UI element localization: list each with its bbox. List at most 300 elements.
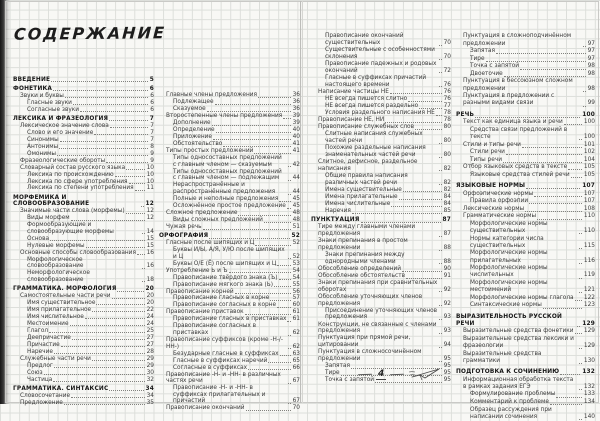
toc-leader-dots	[352, 213, 442, 214]
toc-entry-page: 54	[292, 274, 300, 281]
toc-entry-title: Средства связи предложений в тексте	[470, 126, 568, 140]
toc-entry	[13, 321, 154, 328]
toc-entry	[456, 314, 595, 328]
toc-leader-dots	[141, 206, 144, 207]
toc-entry-page: 82	[443, 179, 451, 186]
toc-entry-page: 25	[146, 327, 154, 334]
toc-leader-dots	[579, 389, 582, 390]
toc-entry-page: 10	[146, 164, 154, 171]
toc-entry	[13, 286, 154, 293]
page-footer	[358, 367, 444, 381]
toc-entry-title: Правописание гласных в корне	[173, 295, 270, 302]
toc-entry	[13, 250, 154, 257]
toc-entry-page: 42	[292, 161, 300, 168]
toc-entry-page: 93	[443, 328, 451, 335]
toc-entry-page: 44	[292, 189, 300, 195]
toc-leader-dots	[439, 263, 442, 264]
toc-leader-dots	[403, 191, 442, 192]
toc-leader-dots	[288, 403, 291, 404]
toc-entry-title: Буквы И/Ы, А/Я, У/Ю после шипящих и Ц	[173, 246, 285, 260]
toc-leader-dots	[522, 147, 582, 148]
toc-entry-page: 132	[583, 383, 595, 390]
toc-entry-page: 24	[146, 313, 154, 320]
toc-entry-page: 61	[292, 316, 300, 323]
toc-entry-title: Полные и неполные предложения	[173, 195, 279, 202]
toc-entry	[159, 182, 300, 195]
toc-entry-title: НЕ всегда пишется раздельно	[325, 102, 419, 109]
toc-entry-title: РЕЧЬ	[456, 111, 475, 118]
toc-entry	[311, 96, 451, 103]
toc-entry-title: Гласные в суффиксах причастий настоящего времени	[325, 74, 427, 88]
toc-entry-title: ВВЕДЕНИЕ	[13, 76, 51, 83]
toc-leader-dots	[229, 272, 291, 273]
toc-entry-title: Чужая речь	[166, 223, 202, 230]
toc-leader-dots	[439, 347, 442, 348]
toc-entry-title: Обособление обстоятельств	[318, 272, 405, 279]
toc-leader-dots	[71, 397, 145, 398]
toc-entry-page: 29	[146, 362, 154, 369]
toc-leader-dots	[264, 222, 291, 223]
toc-entry	[159, 337, 300, 350]
toc-entry-title: Правописание НЕ, НИ	[318, 117, 385, 124]
toc-entry-title: Лексика по степени употребления	[27, 185, 134, 192]
toc-leader-dots	[54, 367, 145, 368]
toc-entry	[13, 314, 154, 321]
toc-entry	[311, 131, 451, 144]
toc-entry-page: 12	[146, 215, 154, 222]
toc-entry	[159, 309, 300, 316]
toc-entry-title: Правописание -Н- и -НН- в различных частях речи	[166, 371, 281, 385]
toc-column-4	[456, 33, 595, 421]
toc-entry-page: 66	[292, 364, 300, 371]
footer-dash-right	[390, 373, 404, 374]
toc-column-3	[311, 33, 451, 384]
toc-entry-title: Знаки препинания при сравнительных оборотах	[318, 280, 438, 293]
toc-entry	[159, 358, 300, 365]
toc-entry-title: Нормы категории числа существительных	[470, 235, 544, 249]
toc-entry-title: Наречия	[325, 208, 351, 214]
toc-leader-dots	[57, 155, 148, 156]
toc-entry-title: НЕ всегда пишется слитно	[325, 95, 408, 102]
toc-entry	[13, 208, 154, 215]
toc-entry-page: 132	[582, 369, 595, 375]
toc-entry-title: Пунктуация в сложносочинённом предложении	[318, 349, 422, 362]
toc-entry-page: 9	[150, 157, 154, 164]
toc-entry-title: Второстепенные члены предложения	[166, 113, 283, 120]
toc-entry	[159, 323, 300, 336]
toc-entry-page: 5	[149, 76, 154, 83]
paper-plane-doodle-icon	[408, 367, 444, 381]
toc-entry-title: Виды морфем	[27, 215, 70, 222]
toc-entry	[159, 261, 300, 268]
toc-entry-page: 36	[292, 99, 300, 106]
toc-entry	[159, 134, 300, 141]
toc-leader-dots	[44, 374, 145, 375]
toc-entry-title: Буквы О/Е (Ё) после шипящих и Ц	[173, 260, 277, 267]
toc-leader-dots	[439, 157, 442, 158]
toc-entry	[159, 169, 300, 182]
toc-entry	[13, 270, 154, 283]
toc-entry-page: 24	[146, 320, 154, 327]
toc-entry-title: Безударные гласные в суффиксах	[173, 350, 279, 357]
toc-entry	[159, 92, 300, 99]
toc-entry-page: 98	[587, 63, 595, 70]
toc-leader-dots	[537, 219, 582, 220]
toc-entry	[13, 370, 154, 377]
toc-entry-page: 90	[443, 265, 451, 272]
toc-entry-title: Формообразующие и словообразующие морфемы	[27, 222, 114, 235]
toc-entry-page: 80	[443, 151, 451, 158]
toc-entry	[159, 203, 300, 210]
toc-entry	[13, 93, 154, 100]
toc-entry-page: 39	[292, 120, 300, 127]
toc-leader-dots	[550, 404, 582, 405]
toc-entry-title: Антонимы	[27, 143, 59, 150]
toc-entry-title: Предлог	[27, 362, 53, 369]
toc-entry	[311, 224, 451, 237]
toc-entry	[13, 179, 154, 186]
toc-entry-title: Значимые части слова (морфемы)	[20, 208, 125, 215]
toc-column-2	[159, 92, 300, 412]
toc-leader-dots	[287, 321, 290, 322]
toc-entry-title: Дополнение	[173, 120, 211, 127]
toc-entry-title: Словарный состав русского языка	[20, 164, 126, 171]
toc-entry	[311, 187, 451, 194]
toc-entry-title: Правописание согласных в корне	[173, 302, 277, 309]
toc-entry-page: 27	[146, 334, 154, 341]
toc-entry	[456, 302, 595, 309]
toc-leader-dots	[419, 108, 441, 109]
toc-entry-page: 41	[292, 141, 300, 148]
toc-entry-page: 65	[292, 357, 300, 364]
toc-entry-page: 92	[443, 286, 451, 293]
toc-leader-dots	[279, 201, 290, 202]
toc-entry-page: 95	[443, 363, 451, 369]
toc-leader-dots	[213, 139, 291, 140]
toc-entry-title: Имена прилагательные	[325, 193, 398, 200]
toc-entry-page: 28	[146, 348, 154, 355]
toc-entry-page: 61	[292, 309, 300, 316]
toc-entry	[13, 165, 154, 172]
toc-leader-dots	[439, 291, 442, 292]
toc-entry	[456, 295, 595, 302]
toc-entry	[13, 151, 154, 158]
toc-entry-title: Пунктуация в сложноподчинённом предложении	[463, 33, 572, 47]
toc-leader-dots	[385, 122, 441, 123]
toc-entry-page: 18	[146, 276, 154, 283]
toc-leader-dots	[439, 184, 442, 185]
toc-entry	[13, 100, 154, 107]
toc-entry-title: Согласные в суффиксах	[173, 364, 248, 371]
toc-entry-page: 20	[146, 292, 154, 299]
toc-leader-dots	[579, 263, 582, 264]
toc-leader-dots	[361, 222, 441, 223]
toc-leader-dots	[579, 278, 582, 279]
toc-entry-title: Слитные написания служебных частей речи	[325, 131, 423, 145]
toc-entry-title: Правописание приставок	[166, 309, 244, 316]
toc-leader-dots	[115, 176, 145, 177]
toc-entry-page: 48	[292, 216, 300, 223]
toc-entry-title: Местоимение	[27, 320, 69, 327]
toc-entry-page: 108	[583, 205, 595, 212]
toc-entry	[159, 295, 300, 302]
toc-leader-dots	[258, 97, 291, 98]
toc-entry	[13, 236, 154, 243]
toc-entry-page: 95	[443, 355, 451, 362]
toc-entry-title: Пунктуация в бессоюзном сложном предложении	[463, 78, 573, 92]
toc-leader-dots	[94, 134, 148, 135]
toc-entry-page: 98	[587, 70, 595, 77]
toc-leader-dots	[496, 53, 586, 54]
toc-entry-title: Запятая	[470, 48, 495, 55]
toc-entry	[13, 185, 154, 192]
toc-entry-title: Словосочетание	[20, 392, 71, 399]
toc-entry-page: 40	[292, 134, 300, 141]
toc-leader-dots	[129, 183, 145, 184]
toc-entry	[159, 120, 300, 127]
toc-entry-page: 62	[292, 343, 300, 350]
toc-entry	[159, 113, 300, 120]
toc-leader-dots	[506, 154, 582, 155]
toc-entry	[13, 123, 154, 130]
toc-entry-page: 52	[292, 240, 300, 246]
toc-leader-dots	[543, 308, 582, 309]
toc-entry-page: 48	[292, 209, 300, 216]
toc-entry	[311, 335, 451, 348]
toc-entry-page: 54	[292, 267, 300, 274]
toc-entry-page: 32	[146, 376, 154, 383]
toc-entry-title: Гласные звуки	[27, 99, 72, 106]
toc-entry-title: Правописание твёрдого знака (Ъ)	[173, 274, 278, 281]
toc-entry-title: ФОНЕТИКА	[13, 85, 53, 92]
toc-leader-dots	[53, 90, 148, 91]
toc-entry-title: Типы простых предложений	[166, 148, 254, 155]
toc-leader-dots	[287, 208, 291, 209]
toc-entry-page: 77	[443, 102, 451, 109]
toc-leader-dots	[288, 383, 291, 384]
toc-entry	[456, 369, 595, 376]
toc-entry	[456, 407, 595, 421]
toc-entry-page: 70	[292, 405, 300, 412]
toc-entry-title: Правописание падежных и родовых окончаний	[325, 61, 437, 74]
toc-entry-page: 100	[583, 119, 595, 126]
toc-entry	[456, 71, 595, 78]
toc-entry-page: 88	[443, 244, 451, 251]
toc-entry-title: Сложное предложение	[166, 209, 238, 216]
toc-leader-dots	[245, 314, 291, 315]
toc-entry-page: 35	[146, 399, 154, 406]
toc-entry-page: 97	[587, 55, 595, 62]
toc-entry-title: Морфологические нормы существительных	[470, 220, 548, 235]
toc-leader-dots	[526, 188, 580, 189]
toc-entry-page: 70	[443, 53, 451, 60]
toc-entry-page: 34	[146, 392, 154, 399]
toc-entry-title: Лексические нормы	[463, 205, 525, 212]
toc-entry-title: Стили речи	[470, 149, 505, 156]
toc-entry	[456, 142, 595, 149]
toc-entry-page: 130	[583, 357, 595, 364]
toc-entry-page: 6	[149, 85, 154, 92]
toc-entry-page: 95	[443, 370, 451, 377]
toc-leader-dots	[439, 72, 442, 73]
toc-entry-page: 97	[587, 48, 595, 55]
toc-entry-page: 95	[443, 377, 451, 384]
toc-entry-title: Предложение	[20, 399, 63, 406]
toc-entry-title: Формулирование проблемы	[470, 391, 556, 398]
toc-entry-page: 80	[443, 124, 451, 131]
toc-entry-page: 119	[583, 272, 595, 279]
toc-leader-dots	[568, 169, 582, 170]
toc-entry	[13, 257, 154, 270]
toc-entry	[311, 61, 451, 74]
toc-leader-dots	[375, 382, 442, 383]
toc-entry-page: 51	[292, 223, 300, 230]
toc-entry-page: 53	[292, 260, 300, 267]
toc-leader-dots	[439, 333, 442, 334]
toc-entry-title: Союз	[27, 369, 43, 376]
toc-leader-dots	[255, 245, 290, 246]
toc-entry-page: 45	[292, 195, 300, 202]
toc-entry-title: Правописание -Н- и -НН- в суффиксах прилагательных и причастий	[173, 385, 266, 405]
toc-entry-title: Морфологическое словообразование	[27, 256, 84, 270]
toc-entry-title: Синтаксические нормы	[470, 302, 542, 309]
toc-entry	[13, 356, 154, 363]
toc-column-1	[13, 74, 154, 406]
toc-leader-dots	[583, 46, 586, 47]
toc-entry	[456, 328, 595, 335]
toc-entry	[311, 75, 451, 88]
toc-leader-dots	[246, 410, 291, 411]
toc-leader-dots	[575, 333, 582, 334]
toc-entry	[311, 201, 451, 208]
toc-entry-page: 16	[146, 249, 154, 256]
toc-leader-dots	[135, 190, 145, 191]
toc-entry-page: 7	[150, 136, 154, 143]
toc-leader-dots	[137, 254, 145, 255]
toc-entry-title: Сказуемое	[173, 106, 206, 113]
toc-entry-page: 41	[292, 148, 300, 155]
toc-entry-page: 129	[582, 320, 595, 327]
toc-entry-title: Правописание согласных в приставках	[173, 323, 257, 337]
toc-leader-dots	[49, 332, 145, 333]
toc-entry-page: 36	[292, 92, 300, 99]
toc-entry	[311, 89, 451, 96]
toc-entry	[159, 155, 300, 168]
toc-entry-title: Нулевые морфемы	[27, 242, 85, 249]
toc-entry	[159, 268, 300, 275]
toc-leader-dots	[408, 101, 441, 102]
toc-entry-page: 80	[443, 138, 451, 145]
toc-entry	[13, 300, 154, 307]
toc-entry-title: Гласные после шипящих и Ц	[166, 240, 255, 246]
toc-leader-dots	[534, 196, 582, 197]
toc-entry-title: Омонимы	[27, 150, 56, 157]
toc-entry-title: Знаки препинания между однородными членами	[325, 251, 405, 265]
toc-entry	[311, 208, 451, 215]
toc-entry	[159, 289, 300, 296]
toc-entry-title: Правописание корней	[166, 288, 234, 295]
toc-entry-title: Самостоятельные части речи	[20, 292, 111, 299]
toc-entry	[311, 252, 451, 265]
toc-entry	[13, 349, 154, 356]
toc-title: СОДЕРЖАНИЕ	[13, 23, 167, 44]
toc-entry	[456, 33, 595, 47]
toc-entry-page: 116	[583, 257, 595, 264]
toc-entry	[13, 307, 154, 314]
toc-entry	[159, 282, 300, 289]
toc-entry	[311, 217, 451, 224]
toc-leader-dots	[288, 194, 291, 195]
toc-entry	[311, 322, 451, 335]
toc-entry-page: 10	[146, 178, 154, 185]
toc-entry-page: 34	[145, 385, 154, 392]
toc-leader-dots	[579, 292, 582, 293]
toc-entry-title: ЛЕКСИКА И ФРАЗЕОЛОГИЯ	[13, 115, 109, 122]
toc-entry	[13, 172, 154, 179]
toc-leader-dots	[415, 129, 442, 130]
toc-entry-page: 101	[583, 141, 595, 148]
toc-entry-page: 57	[292, 295, 300, 302]
toc-entry-page: 88	[443, 258, 451, 265]
toc-leader-dots	[235, 293, 291, 294]
toc-entry-page: 8	[150, 143, 154, 150]
toc-entry-page: 110	[583, 228, 595, 235]
toc-leader-dots	[112, 298, 145, 299]
toc-entry	[456, 250, 595, 264]
toc-entry-title: Подлежащее	[173, 99, 214, 106]
toc-entry	[13, 377, 154, 384]
toc-entry	[13, 342, 154, 349]
toc-entry	[13, 137, 154, 144]
toc-entry-title: Пунктуация при прямой речи, цитировании	[318, 335, 411, 349]
toc-entry-title: ГРАММАТИКА. СИНТАКСИС	[13, 385, 109, 392]
toc-leader-dots	[391, 206, 441, 207]
toc-leader-dots	[142, 268, 145, 269]
toc-entry-page: 30	[146, 369, 154, 376]
toc-entry	[13, 400, 154, 407]
toc-entry	[13, 195, 154, 208]
toc-entry	[456, 236, 595, 250]
toc-leader-dots	[390, 93, 442, 94]
toc-entry-page: 10	[146, 171, 154, 178]
toc-leader-dots	[80, 111, 148, 112]
toc-entry-title: Употребление Ь и Ъ	[166, 267, 228, 274]
toc-leader-dots	[579, 233, 582, 234]
toc-leader-dots	[288, 335, 291, 336]
toc-entry	[159, 302, 300, 309]
toc-entry-page: 11	[146, 185, 154, 192]
toc-entry-title: Знаки препинания в простом предложении	[318, 238, 408, 251]
toc-entry-page: 129	[583, 343, 595, 350]
toc-entry-title: Правописание служебных слов	[318, 124, 414, 131]
toc-leader-dots	[504, 76, 586, 77]
toc-leader-dots	[280, 355, 291, 356]
toc-leader-dots	[486, 61, 586, 62]
toc-entry-title: Основа	[27, 235, 50, 242]
toc-entry	[311, 238, 451, 251]
toc-entry-page: 76	[443, 95, 451, 102]
toc-entry	[159, 99, 300, 106]
toc-entry	[456, 351, 595, 365]
toc-entry-title: Звуки и буквы	[20, 92, 64, 99]
toc-leader-dots	[274, 286, 291, 287]
toc-entry-page: 60	[292, 302, 300, 309]
toc-entry	[456, 63, 595, 70]
toc-entry	[311, 47, 451, 60]
toc-entry-title: Лексика по происхождению	[27, 171, 114, 178]
toc-entry-page: 36	[292, 106, 300, 113]
toc-entry	[159, 247, 300, 260]
